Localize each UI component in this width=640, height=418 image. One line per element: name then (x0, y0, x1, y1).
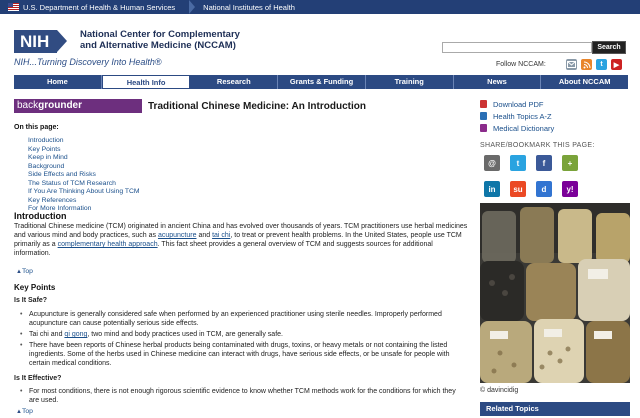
book-icon (480, 112, 487, 120)
intro-text-4: . This fact sheet provides a general overview of TCM and suggests sources for additional information. (14, 241, 433, 257)
pdf-icon (480, 100, 487, 108)
back-to-top-link[interactable] (16, 268, 33, 275)
nav-health-info[interactable]: Health Info (102, 75, 191, 89)
nav-home[interactable]: Home (14, 75, 102, 89)
follow-icons (566, 59, 622, 70)
search-input[interactable] (442, 42, 592, 53)
qi-gong-link[interactable]: qi gong (64, 331, 88, 338)
search-button[interactable]: Search (592, 41, 626, 54)
org-name-line1: National Center for Complementary (80, 29, 240, 40)
badge-suffix: grounder (38, 100, 83, 111)
intro-text-1: Traditional Chinese medicine (TCM) originated in ancient China and has evolved over thousands of years. TCM practitioners use herbal medicines and various mind and body practices, such as (14, 223, 468, 239)
org-name[interactable] (80, 29, 240, 51)
main-nav (14, 75, 628, 89)
nih-label: National Institutes of Health (203, 2, 295, 12)
list-item: • For most conditions, there is not enough rigorous scientific evidence to know whether TCM methods work for the conditions for which they are used. (20, 387, 466, 405)
key-points-heading: Key Points (14, 283, 56, 292)
right-sidebar (480, 98, 630, 418)
badge-prefix: back (17, 100, 39, 111)
share-label: SHARE/BOOKMARK THIS PAGE: (480, 142, 595, 149)
main-content (14, 95, 470, 418)
acupuncture-link[interactable]: acupuncture (157, 232, 197, 239)
toc-item[interactable]: Side Effects and Risks (28, 171, 96, 178)
download-pdf-link[interactable] (480, 98, 630, 110)
delicious-icon[interactable]: d (536, 181, 552, 197)
stumbleupon-icon[interactable]: su (510, 181, 526, 197)
on-page-heading: On this page: (14, 124, 59, 131)
health-topics-label: Health Topics A-Z (493, 111, 552, 121)
backgrounder-badge (14, 99, 142, 113)
intro-text-3: , to treat or prevent health problems. In the United States, people use TCM primarily as a (14, 232, 462, 248)
hhs-link[interactable] (0, 0, 175, 14)
herbal-jars-photo (480, 203, 630, 383)
intro-heading: Introduction (14, 211, 67, 221)
up-arrow-icon: ▲ (16, 269, 22, 275)
share-icons (480, 155, 630, 197)
org-name-line2: and Alternative Medicine (NCCAM) (80, 40, 236, 51)
intro-paragraph (14, 222, 468, 258)
nav-training[interactable]: Training (366, 75, 454, 89)
nav-research[interactable]: Research (190, 75, 278, 89)
page-title: Traditional Chinese Medicine: An Introduction (148, 101, 366, 112)
government-bar (0, 0, 640, 14)
back-to-top-link[interactable] (16, 408, 33, 415)
breadcrumb-arrow-icon (189, 0, 195, 14)
hhs-label: U.S. Department of Health & Human Services (23, 2, 176, 12)
toc-item[interactable]: Background (28, 162, 65, 170)
twitter-icon[interactable]: t (596, 59, 607, 70)
rss-icon[interactable] (581, 59, 592, 70)
toc-item[interactable]: If You Are Thinking About Using TCM (28, 188, 140, 195)
youtube-icon[interactable]: ▶ (611, 59, 622, 70)
follow-label: Follow NCCAM: (496, 61, 546, 68)
table-of-contents (28, 137, 140, 214)
toc-item[interactable]: Key References (28, 196, 77, 204)
facebook-icon[interactable]: f (536, 155, 552, 171)
tai-chi-link[interactable]: tai chi (212, 232, 231, 239)
toc-item[interactable]: Keep in Mind (28, 154, 68, 161)
list-item: • Acupuncture is generally considered safe when performed by an experienced practitioner using sterile needles. Improperly performed acupuncture can cause potentially serious side effects. (20, 310, 466, 328)
intro-text-2: and (196, 232, 213, 239)
related-topics-heading[interactable]: Related Topics (480, 402, 630, 416)
toc-item[interactable]: Introduction (28, 137, 64, 144)
us-flag-icon (8, 3, 19, 11)
nav-news[interactable]: News (454, 75, 542, 89)
list-item: • There have been reports of Chinese herbal products being contaminated with drugs, toxins, or heavy metals or not containing the listed ingredients. Some of the herbs used in Chinese medicine can interact with drugs, have serious side effects, or be unsafe for people with certain medical conditions. (20, 341, 466, 368)
bullet-text: , two mind and body practices used in TCM, are generally safe. (87, 331, 283, 338)
site-header (0, 14, 640, 74)
dictionary-icon (480, 124, 487, 132)
nav-grants-funding[interactable]: Grants & Funding (278, 75, 366, 89)
email-icon[interactable]: @ (484, 155, 500, 171)
is-it-safe-heading: Is It Safe? (14, 297, 48, 304)
toc-item[interactable]: The Status of TCM Research (28, 179, 116, 187)
up-arrow-icon: ▲ (16, 409, 22, 415)
nih-logo[interactable]: NIH (14, 30, 57, 53)
yahoo-icon[interactable]: y! (562, 181, 578, 197)
tagline: NIH...Turning Discovery Into Health® (14, 57, 162, 67)
download-pdf-label: Download PDF (493, 99, 544, 109)
top-label: Top (21, 408, 33, 415)
twitter-icon[interactable]: t (510, 155, 526, 171)
google-icon[interactable]: + (562, 155, 578, 171)
email-icon[interactable] (566, 59, 577, 70)
nav-about-nccam[interactable]: About NCCAM (558, 77, 611, 86)
complementary-health-link[interactable]: complementary health approach (57, 241, 158, 248)
medical-dictionary-link[interactable] (480, 122, 630, 134)
linkedin-icon[interactable]: in (484, 181, 500, 197)
photo-credit: © davincidig (480, 387, 519, 394)
toc-item[interactable]: Key Points (28, 145, 61, 153)
herbal-jars-illustration (480, 203, 630, 383)
medical-dictionary-label: Medical Dictionary (493, 123, 555, 133)
is-it-effective-heading: Is It Effective? (14, 375, 62, 382)
list-item (20, 330, 466, 339)
bullet-text: Tai chi and (29, 331, 65, 338)
effectiveness-list (20, 387, 466, 407)
toc-item[interactable]: For More Information (28, 205, 92, 212)
safety-list (20, 310, 466, 370)
nih-link[interactable] (203, 0, 295, 14)
health-topics-link[interactable] (480, 110, 630, 122)
top-label: Top (21, 268, 33, 275)
